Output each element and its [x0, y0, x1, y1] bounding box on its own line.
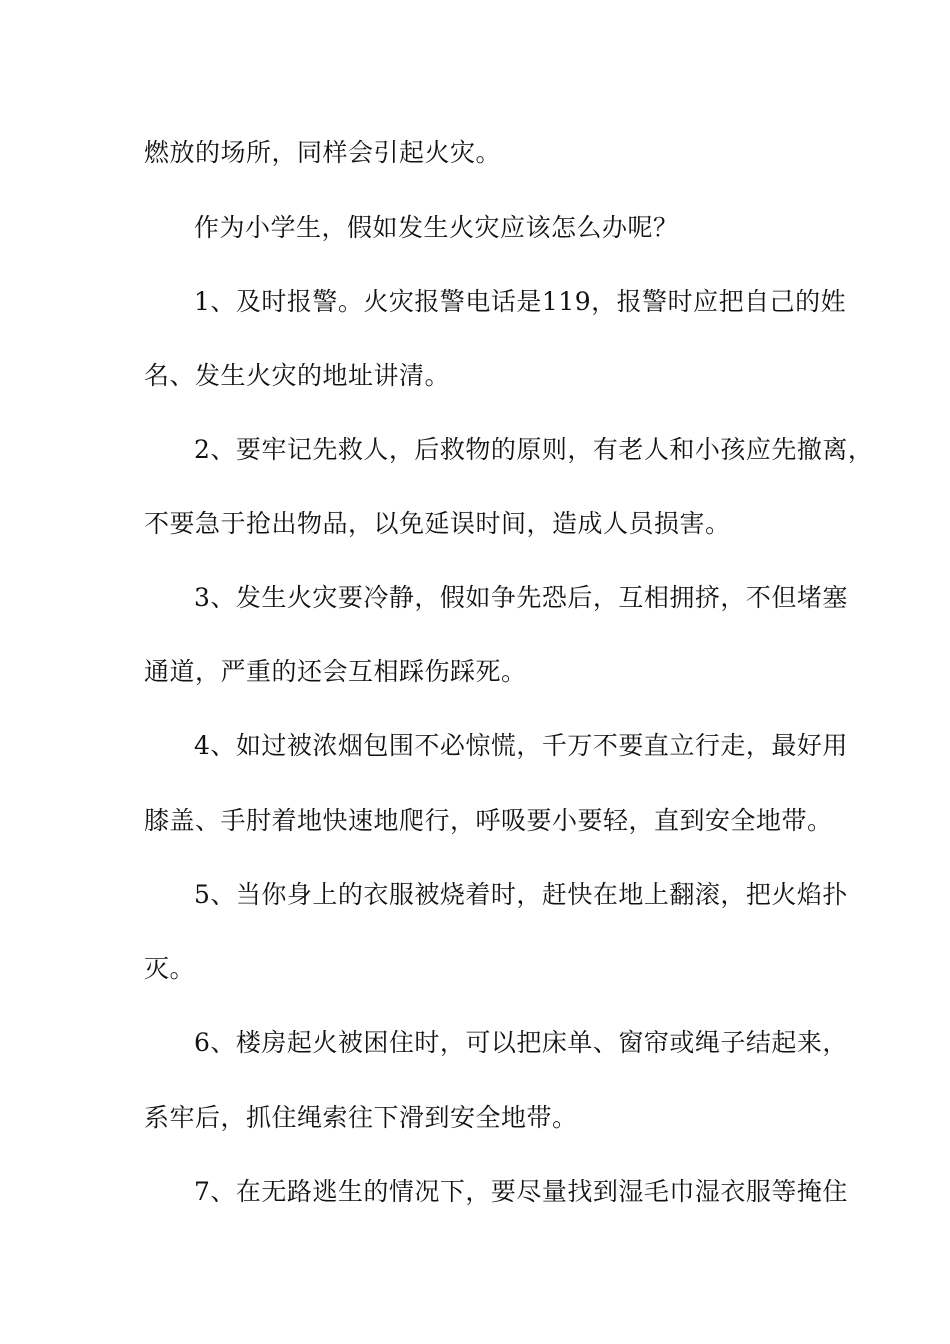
text-line-item-6: 6、楼房起火被困住时，可以把床单、窗帘或绳子结起来， [194, 1028, 848, 1057]
text-line-question: 作为小学生，假如发生火灾应该怎么办呢？ [194, 213, 679, 242]
text-line-item-4-cont: 膝盖、手肘着地快速地爬行，呼吸要小要轻，直到安全地带。 [144, 806, 833, 835]
text-line-item-1: 1、及时报警。火灾报警电话是119，报警时应把自己的姓 [194, 287, 847, 316]
text-line-item-2-cont: 不要急于抢出物品，以免延误时间，造成人员损害。 [144, 509, 731, 538]
text-line-item-4: 4、如过被浓烟包围不必惊慌，千万不要直立行走，最好用 [194, 731, 848, 760]
text-line-item-5-cont: 灭。 [144, 954, 196, 983]
text-line-item-6-cont: 系牢后，抓住绳索往下滑到安全地带。 [144, 1103, 578, 1132]
text-line-item-7: 7、在无路逃生的情况下，要尽量找到湿毛巾湿衣服等掩住 [194, 1177, 848, 1206]
text-line-item-3: 3、发生火灾要冷静，假如争先恐后，互相拥挤，不但堵塞 [194, 583, 848, 612]
text-line-item-3-cont: 通道，严重的还会互相踩伤踩死。 [144, 657, 527, 686]
text-line-item-5: 5、当你身上的衣服被烧着时，赶快在地上翻滚，把火焰扑 [194, 880, 848, 909]
text-line-continuation: 燃放的场所，同样会引起火灾。 [144, 138, 502, 167]
text-line-item-2: 2、要牢记先救人，后救物的原则，有老人和小孩应先撤离， [194, 435, 874, 464]
text-line-item-1-cont: 名、发生火灾的地址讲清。 [144, 361, 451, 390]
